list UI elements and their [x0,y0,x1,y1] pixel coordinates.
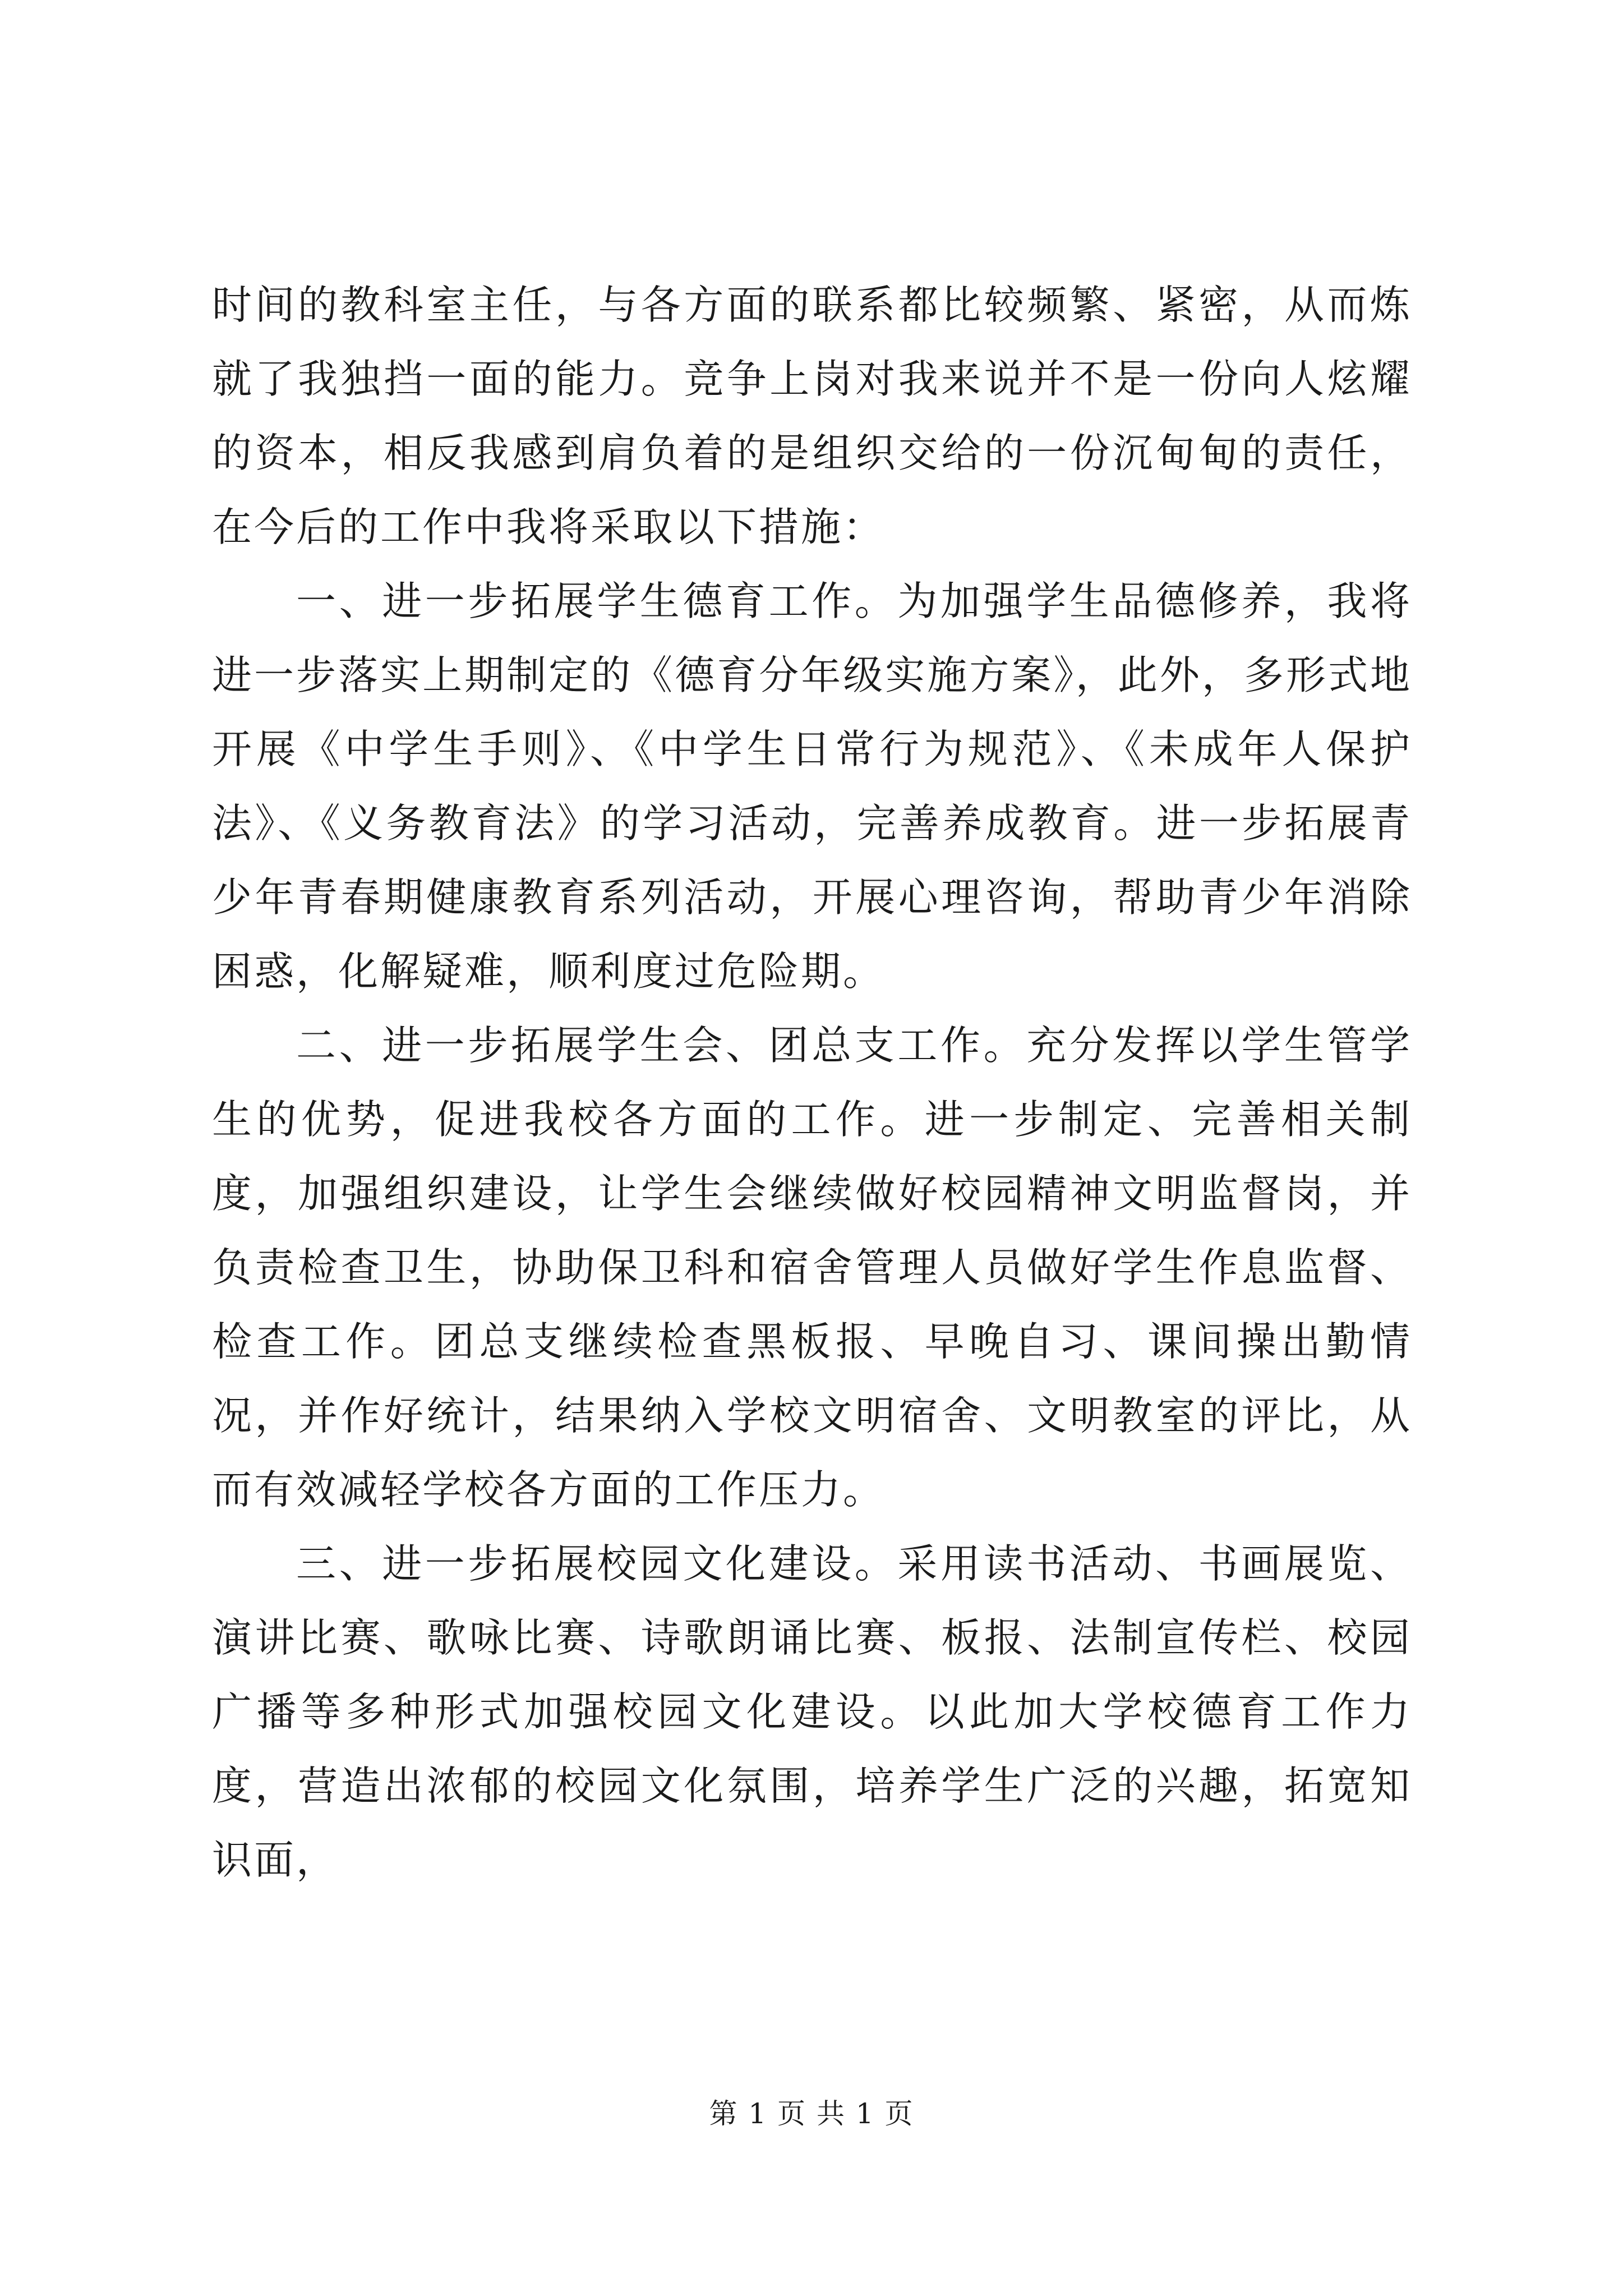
paragraph-student-union: 二、进一步拓展学生会、团总支工作。充分发挥以学生管学生的优势，促进我校各方面的工作。进一步制定、完善相关制度，加强组织建设，让学生会继续做好校园精神文明监督岗，并负责检查卫生，协助保卫科和宿舍管理人员做好学生作息监督、检查工作。团总支继续检查黑板报、早晚自习、课间操出勤情况，并作好统计，结果纳入学校文明宿舍、文明教室的评比，从而有效减轻学校各方面的工作压力。 [212,1022,1412,1513]
paragraph-campus-culture: 三、进一步拓展校园文化建设。采用读书活动、书画展览、演讲比赛、歌咏比赛、诗歌朗诵比赛、板报、法制宣传栏、校园广播等多种形式加强校园文化建设。以此加大学校德育工作力度，营造出浓郁的校园文化氛围，培养学生广泛的兴趣，拓宽知识面， [212,1540,1412,1883]
paragraph-continuation: 时间的教科室主任，与各方面的联系都比较频繁、紧密，从而炼就了我独挡一面的能力。竞争上岗对我来说并不是一份向人炫耀的资本，相反我感到肩负着的是组织交给的一份沉甸甸的责任，在今后的工作中我将采取以下措施： [212,282,1412,550]
paragraph-moral-education: 一、进一步拓展学生德育工作。为加强学生品德修养，我将进一步落实上期制定的《德育分年级实施方案》，此外，多形式地开展《中学生手则》、《中学生日常行为规范》、《未成年人保护法》、《义务教育法》的学习活动，完善养成教育。进一步拓展青少年青春期健康教育系列活动，开展心理咨询，帮助青少年消除困惑，化解疑难，顺利度过危险期。 [212,578,1412,995]
page-footer: 第 1 页 共 1 页 [709,2097,914,2130]
document-body [212,268,1412,1897]
